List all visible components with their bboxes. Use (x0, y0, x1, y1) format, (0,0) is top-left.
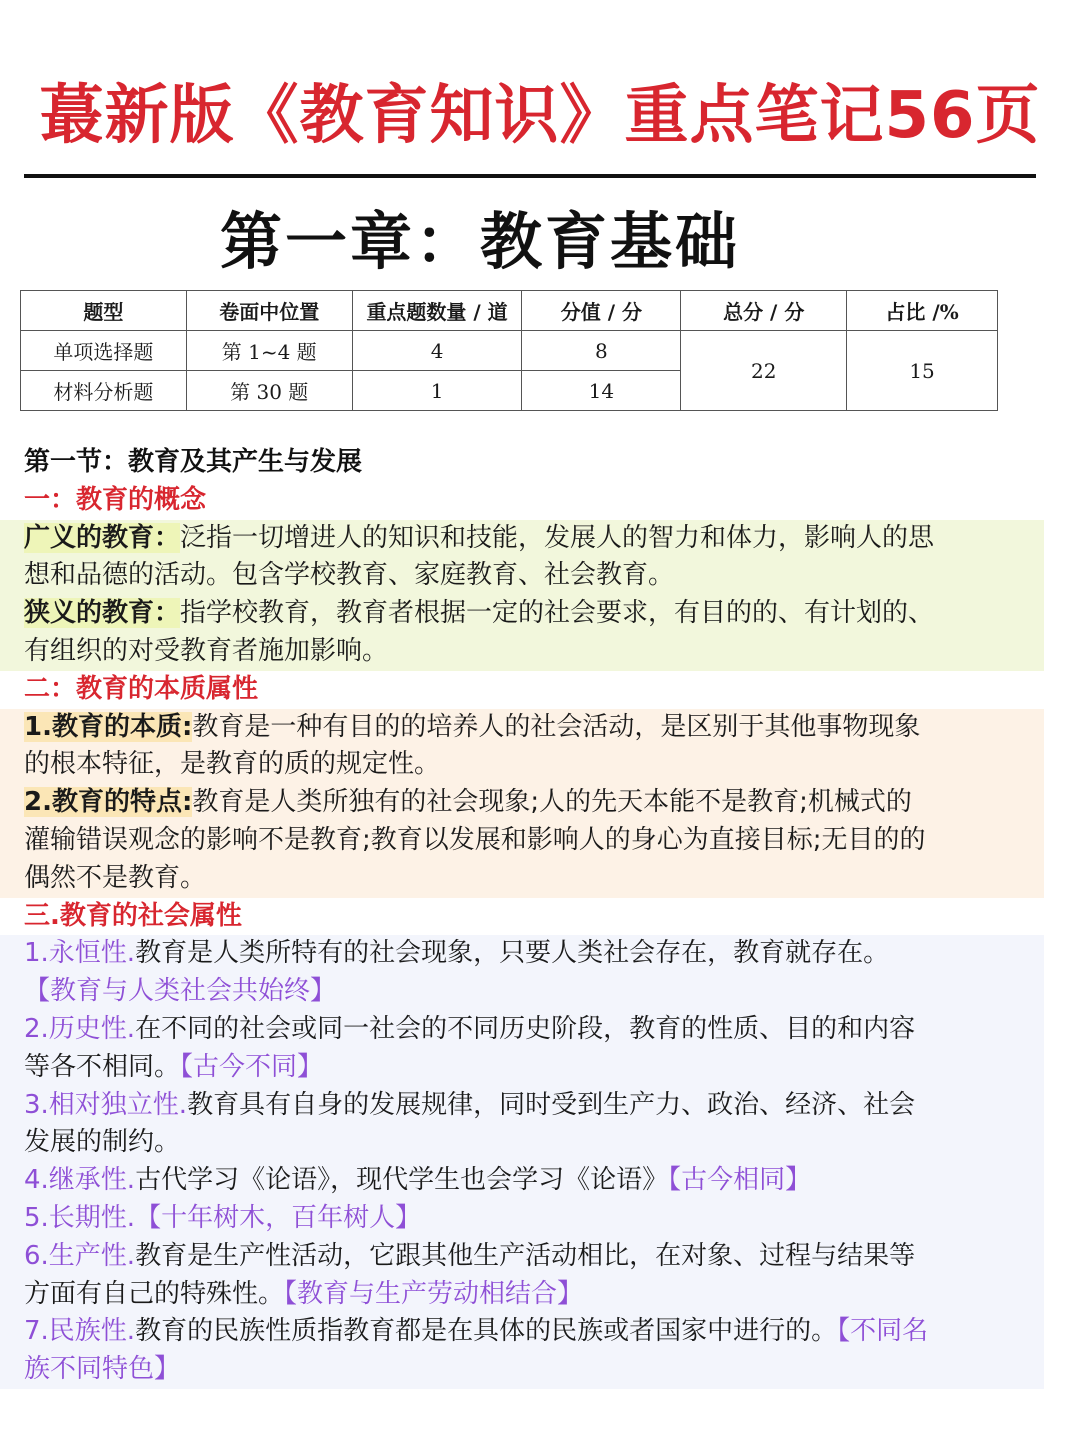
item-text: 古代学习《论语》，现代学生也会学习《论语》 (135, 1165, 669, 1196)
section-title: 第一节：教育及其产生与发展 (24, 447, 363, 477)
table-cell: 第 1~4 题 (186, 331, 352, 371)
table-cell: 第 30 题 (186, 371, 352, 411)
page-title: 蕞新版《教育知识》重点笔记56页 (39, 79, 1041, 153)
essence-heading: 二：教育的本质属性 (24, 673, 259, 704)
table-row (21, 331, 998, 371)
item-note: 【不同名 (837, 1316, 929, 1347)
table-header: 重点题数量 / 道 (352, 291, 522, 331)
broad-text-cont: 想和品德的活动。包含学校教育、家庭教育、社会教育。 (24, 560, 675, 591)
table-header: 占比 /% (847, 291, 998, 331)
narrow-label: 狭义的教育： (24, 598, 181, 629)
table-header: 卷面中位置 (186, 291, 352, 331)
item-text-cont: 等各不相同。 (24, 1051, 181, 1082)
feature-text-cont: 偶然不是教育。 (24, 862, 207, 893)
item-text-cont: 发展的制约。 (24, 1127, 181, 1158)
feature-text: 教育是人类所独有的社会现象;人的先天本能不是教育;机械式的 (192, 787, 912, 818)
broad-text: 泛指一切增进人的知识和技能，发展人的智力和体力，影响人的思 (180, 522, 935, 553)
list-item (24, 1313, 1044, 1351)
item-text: 教育是生产性活动，它跟其他生产活动相比，在对象、过程与结果等 (135, 1240, 916, 1271)
ratio-cell: 15 (847, 331, 998, 411)
item-label: 1.永恒性. (24, 938, 136, 969)
essence-block (0, 709, 1044, 898)
list-item (24, 1162, 1044, 1200)
narrow-text: 指学校教育，教育者根据一定的社会要求，有目的的、有计划的、 (180, 598, 935, 629)
table-header: 总分 / 分 (681, 291, 847, 331)
social-block (0, 935, 1044, 1389)
item-note: 【教育与人类社会共始终】 (24, 976, 337, 1007)
table-cell: 1 (352, 371, 522, 411)
item-label: 4.继承性. (24, 1165, 136, 1196)
score-table (20, 290, 998, 411)
concept-block (0, 520, 1044, 671)
list-item (24, 1087, 1044, 1125)
list-item (24, 1200, 1044, 1238)
chapter-title: 第一章：教育基础 (219, 205, 740, 278)
item-label: 5.长期性. (24, 1202, 136, 1233)
concept-heading: 一：教育的概念 (24, 484, 207, 515)
table-header: 题型 (21, 291, 187, 331)
list-item (24, 935, 1044, 973)
item-label: 6.生产性. (24, 1240, 136, 1271)
table-cell: 4 (352, 331, 522, 371)
item-text: 教育具有自身的发展规律，同时受到生产力、政治、经济、社会 (187, 1089, 916, 1120)
item-label: 3.相对独立性. (24, 1089, 188, 1120)
item-note-cont: 族不同特色】 (24, 1354, 181, 1385)
table-cell: 14 (522, 371, 681, 411)
item-text: 教育的民族性质指教育都是在具体的民族或者国家中进行的。 (135, 1316, 838, 1347)
item-text-cont: 方面有自己的特殊性。 (24, 1278, 285, 1309)
item-label: 7.民族性. (24, 1316, 136, 1347)
social-heading: 三.教育的社会属性 (24, 900, 242, 931)
table-cell: 单项选择题 (21, 331, 187, 371)
table-header-row (21, 291, 998, 331)
table-cell: 8 (522, 331, 681, 371)
broad-label: 广义的教育： (24, 522, 181, 553)
item-text: 在不同的社会或同一社会的不同历史阶段，教育的性质、目的和内容 (135, 1013, 916, 1044)
item-note: 【十年树木，百年树人】 (135, 1202, 422, 1233)
item-text: 教育是人类所特有的社会现象，只要人类社会存在，教育就存在。 (135, 938, 890, 969)
notes-body (24, 444, 1034, 1389)
item-note: 【古今不同】 (180, 1051, 324, 1082)
total-score-cell: 22 (681, 331, 847, 411)
title-divider (24, 174, 1036, 178)
list-item (24, 1011, 1044, 1049)
list-item (24, 1238, 1044, 1276)
essence-text: 教育是一种有目的的培养人的社会活动，是区别于其他事物现象 (192, 711, 921, 742)
narrow-text-cont: 有组织的对受教育者施加影响。 (24, 635, 389, 666)
item-note: 【教育与生产劳动相结合】 (284, 1278, 584, 1309)
essence-label: 1.教育的本质: (24, 711, 193, 742)
table-cell: 材料分析题 (21, 371, 187, 411)
feature-text-cont: 灌输错误观念的影响不是教育;教育以发展和影响人的身心为直接目标;无目的的 (24, 824, 926, 855)
essence-text-cont: 的根本特征，是教育的质的规定性。 (24, 749, 441, 780)
item-note: 【古今相同】 (668, 1165, 812, 1196)
feature-label: 2.教育的特点: (24, 787, 193, 818)
table-header: 分值 / 分 (522, 291, 681, 331)
item-label: 2.历史性. (24, 1013, 136, 1044)
